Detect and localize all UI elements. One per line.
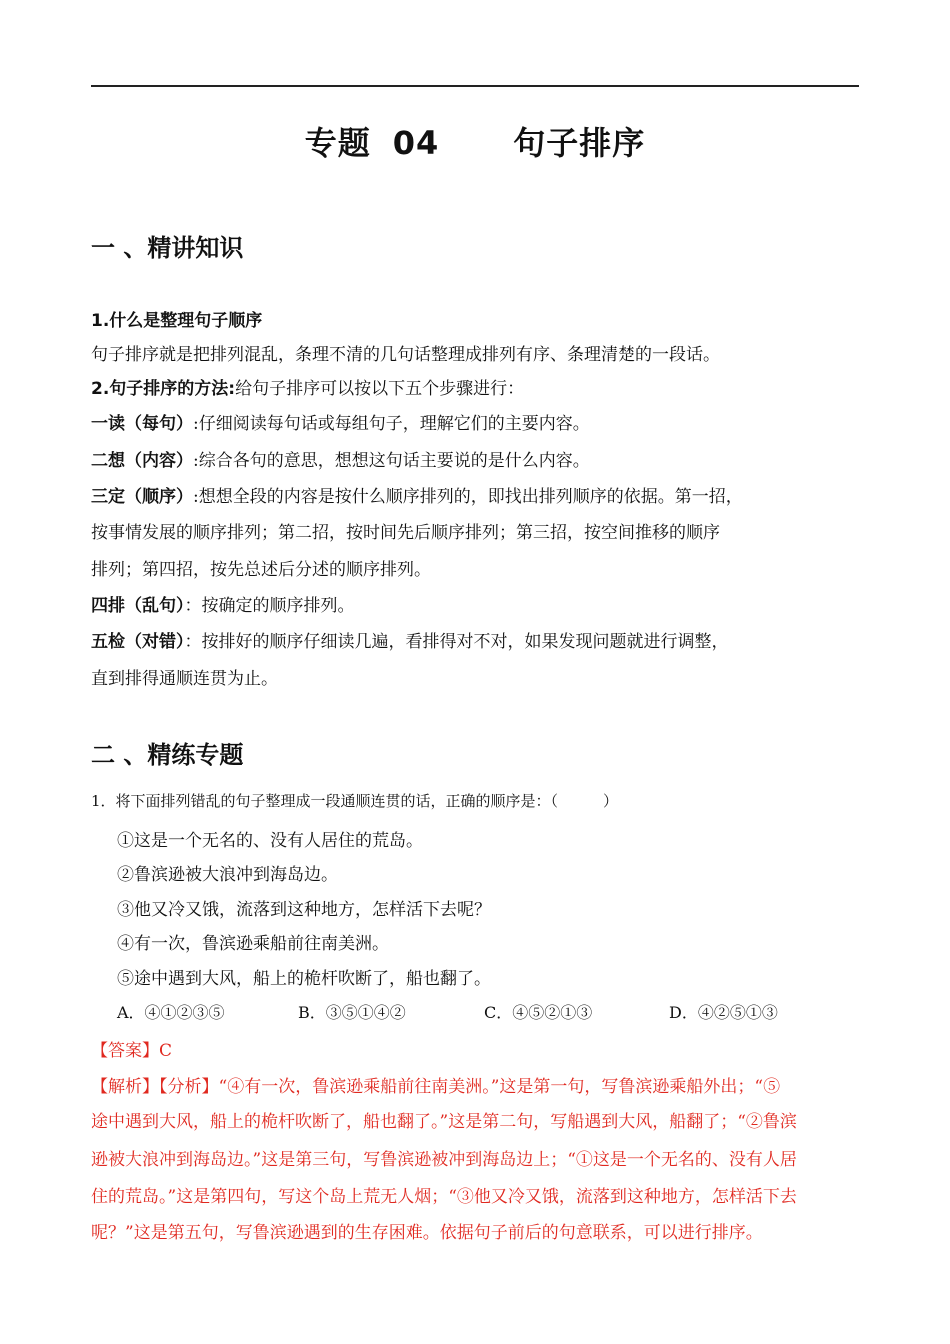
step3-line2: 按事情发展的顺序排列；第二招，按时间先后顺序排列；第三招，按空间推移的顺序 bbox=[91, 523, 720, 543]
step1-line bbox=[91, 409, 590, 434]
step3-line bbox=[91, 482, 743, 507]
step5-text: ：按排好的顺序仔细读几遍，看排得对不对，如果发现问题就进行调整， bbox=[184, 632, 729, 652]
option-c: C．④⑤②①③ bbox=[484, 1003, 593, 1022]
option-b: B．③⑤①④② bbox=[298, 1003, 406, 1022]
step3-text: :想想全段的内容是按什么顺序排列的，即找出排列顺序的依据。第一招， bbox=[193, 487, 743, 507]
title-number: 04 bbox=[392, 124, 440, 162]
sentence-4: ④有一次，鲁滨逊乘船前往南美洲。 bbox=[117, 934, 389, 954]
analysis-line-2: 途中遇到大风，船上的桅杆吹断了，船也翻了。”这是第二句，写船遇到大风，船翻了；“②鲁滨 bbox=[91, 1112, 797, 1132]
q1-text: 句子排序就是把排列混乱，条理不清的几句话整理成排列有序、条理清楚的一段话。 bbox=[91, 345, 720, 365]
step2-text: :综合各句的意思，想想这句话主要说的是什么内容。 bbox=[193, 451, 590, 471]
option-d: D．④②⑤①③ bbox=[669, 1003, 778, 1022]
question-text: 1．将下面排列错乱的句子整理成一段通顺连贯的话，正确的顺序是：（ ） bbox=[91, 792, 619, 810]
step4-text: ：按确定的顺序排列。 bbox=[184, 596, 355, 616]
title-topic: 专题 bbox=[304, 124, 371, 162]
q2-line bbox=[91, 374, 524, 399]
q1-title: 1.什么是整理句子顺序 bbox=[91, 311, 263, 331]
analysis-line-1: 【解析】【分析】“④有一次，鲁滨逊乘船前往南美洲。”这是第一句，写鲁滨逊乘船外出；“⑤ bbox=[91, 1077, 781, 1097]
step3-label: 三定（顺序） bbox=[91, 487, 193, 507]
step5-line2: 直到排得通顺连贯为止。 bbox=[91, 669, 278, 689]
section2-heading: 二 、精练专题 bbox=[91, 741, 244, 769]
q2-text: 给句子排序可以按以下五个步骤进行： bbox=[235, 379, 525, 399]
step1-text: :仔细阅读每句话或每组句子，理解它们的主要内容。 bbox=[193, 414, 590, 434]
analysis-line-5: 呢？”这是第五句，写鲁滨逊遇到的生存困难。依据句子前后的句意联系，可以进行排序。 bbox=[91, 1223, 763, 1243]
step5-line bbox=[91, 627, 729, 652]
step3-line3: 排列；第四招，按先总述后分述的顺序排列。 bbox=[91, 560, 431, 580]
answer: 【答案】C bbox=[91, 1041, 173, 1061]
analysis-line-4: 住的荒岛。”这是第四句，写这个岛上荒无人烟；“③他又冷又饿，流落到这种地方，怎样活下去 bbox=[91, 1187, 797, 1207]
sentence-3: ③他又冷又饿，流落到这种地方，怎样活下去呢？ bbox=[117, 900, 491, 920]
analysis-line-3: 逊被大浪冲到海岛边。”这是第三句，写鲁滨逊被冲到海岛边上；“①这是一个无名的、没有人居 bbox=[91, 1150, 797, 1170]
step5-label: 五检（对错） bbox=[91, 632, 185, 652]
q2-title: 2.句子排序的方法: bbox=[91, 379, 236, 399]
section1-heading: 一 、精讲知识 bbox=[91, 234, 244, 262]
step2-line bbox=[91, 446, 590, 471]
title-name: 句子排序 bbox=[513, 124, 646, 162]
step1-label: 一读（每句） bbox=[91, 414, 193, 434]
step2-label: 二想（内容） bbox=[91, 451, 193, 471]
step4-label: 四排（乱句） bbox=[91, 596, 185, 616]
option-a: A．④①②③⑤ bbox=[117, 1003, 225, 1022]
sentence-2: ②鲁滨逊被大浪冲到海岛边。 bbox=[117, 865, 338, 885]
page-title bbox=[0, 118, 950, 164]
header-rule bbox=[91, 85, 859, 87]
step4-line bbox=[91, 591, 355, 616]
sentence-5: ⑤途中遇到大风，船上的桅杆吹断了，船也翻了。 bbox=[117, 969, 491, 989]
sentence-1: ①这是一个无名的、没有人居住的荒岛。 bbox=[117, 831, 423, 851]
